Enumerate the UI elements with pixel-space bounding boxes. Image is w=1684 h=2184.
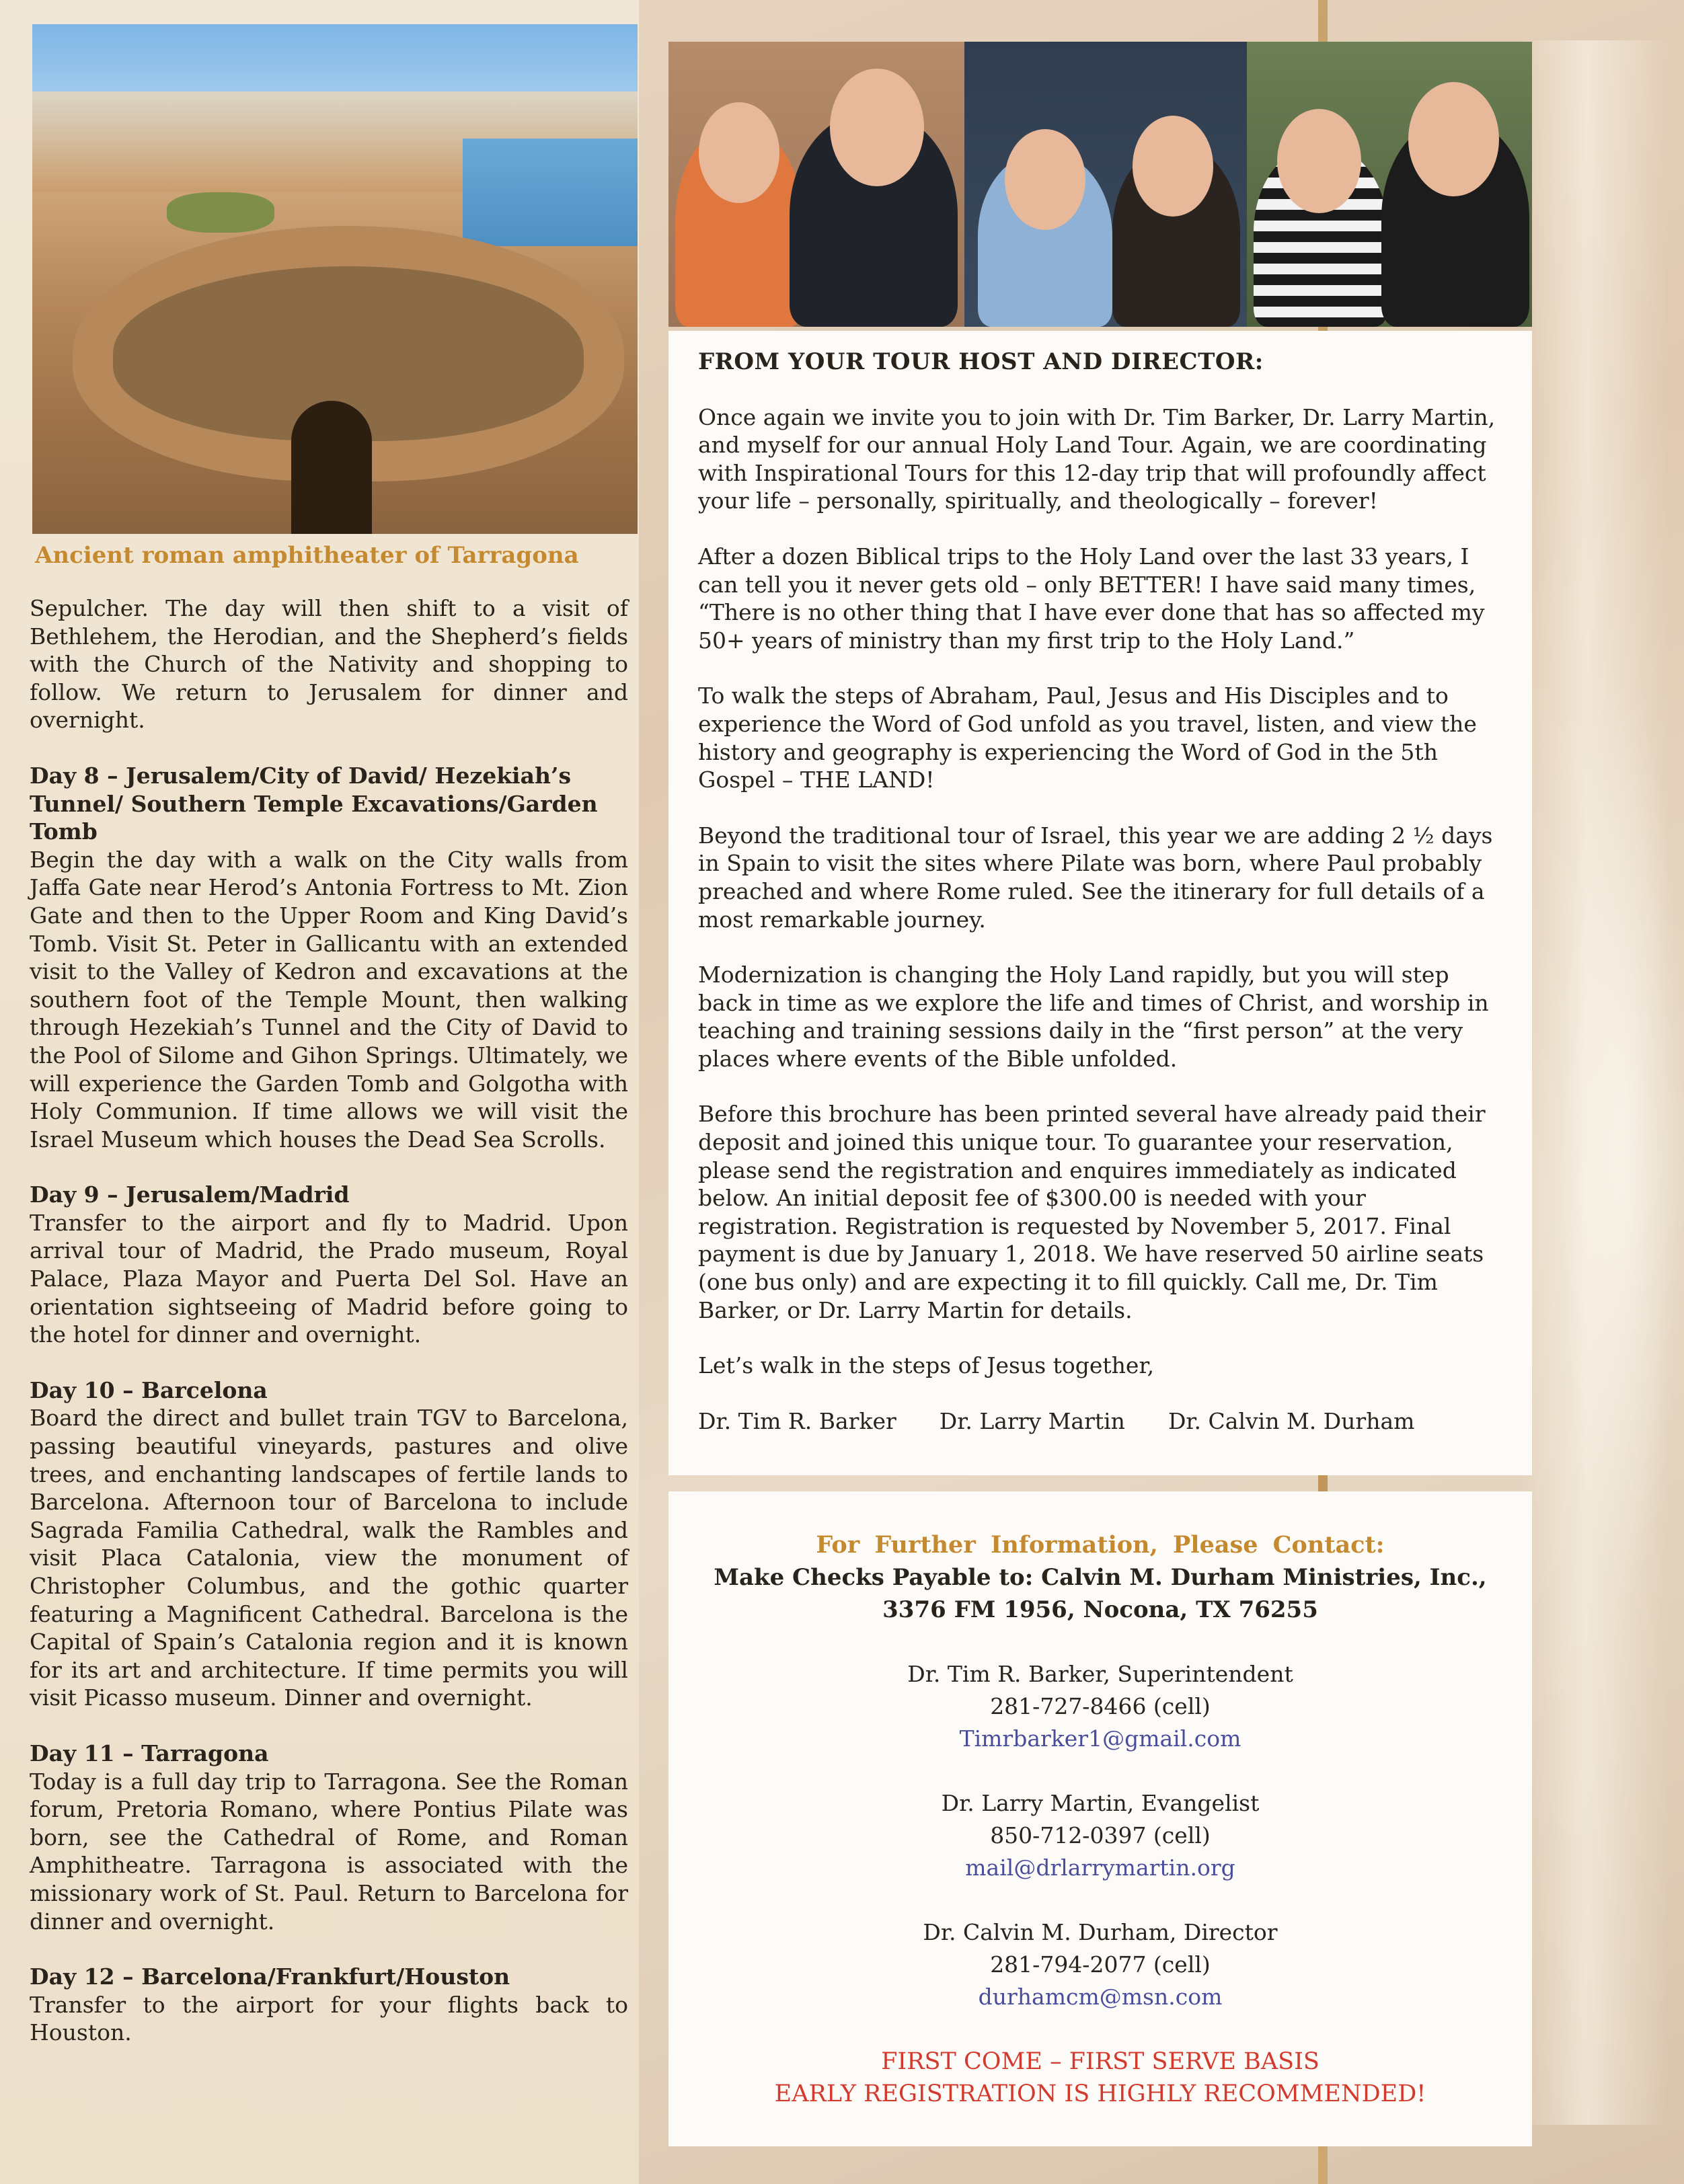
signature-durham: Dr. Calvin M. Durham (1168, 1407, 1415, 1434)
amphitheater-photo (32, 24, 638, 534)
letter-paragraph: After a dozen Biblical trips to the Holy Land over the last 33 years, I can tell you it never gets old – only BETTER! I have said many times, “There is no other thing that I have ever done that has so affected my 50+ years of ministry than my first trip to the Holy Land.” (698, 543, 1485, 654)
contact-phone: 281-794-2077 (cell) (990, 1951, 1211, 1978)
person-face (1277, 109, 1361, 213)
contact-phone: 850-712-0397 (cell) (990, 1822, 1211, 1848)
person-face (1133, 116, 1213, 217)
notice-early-registration: EARLY REGISTRATION IS HIGHLY RECOMMENDED! (774, 2080, 1426, 2107)
host-letter-title: FROM YOUR TOUR HOST AND DIRECTOR: (698, 348, 1264, 375)
day-body: Today is a full day trip to Tarragona. See the Roman forum, Pretoria Romano, where Pontius Pilate was born, see the Cathedral of Rome, and Roman Amphitheatre. Tarragona is associated with the missionary work of St. Paul. Return to Barcelona for dinner and overnight. (30, 1768, 628, 1935)
contact-phone: 281-727-8466 (cell) (990, 1693, 1211, 1719)
day-heading: Day 12 – Barcelona/Frankfurt/Houston (30, 1963, 510, 1990)
day-body: Transfer to the airport and fly to Madrid. Upon arrival tour of Madrid, the Prado museum, Royal Palace, Plaza Mayor and Puerta Del Sol. Have an orientation sightseeing of Madrid before going to the hotel for dinner and overnight. (30, 1209, 628, 1348)
day-body: Transfer to the airport for your flights back to Houston. (30, 1991, 628, 2046)
letter-closing: Let’s walk in the steps of Jesus together, (698, 1352, 1155, 1379)
letter-paragraph: Beyond the traditional tour of Israel, this year we are adding 2 ½ days in Spain to visit the sites where Pilate was born, where Paul probably preached and where Rome ruled. See the itinerary for full details of a most remarkable journey. (698, 822, 1493, 933)
hosts-photo-3 (1247, 42, 1532, 327)
tour-hosts-photos (668, 42, 1532, 327)
person-face (699, 102, 779, 203)
itinerary-day (30, 762, 628, 1153)
hosts-photo-1 (668, 42, 964, 327)
itinerary-column (30, 594, 628, 2074)
person-face (1005, 129, 1085, 230)
day-heading: Day 10 – Barcelona (30, 1376, 268, 1403)
day-heading: Day 11 – Tarragona (30, 1740, 269, 1766)
checks-payable: Make Checks Payable to: Calvin M. Durham Ministries, Inc., (714, 1564, 1487, 1591)
itinerary-intro: Sepulcher. The day will then shift to a visit of Bethlehem, the Herodian, and the Shepherd’s fields with the Church of the Nativity and shopping to follow. We return to Jerusalem for dinner and overnight. (30, 595, 628, 734)
day-heading: Day 9 – Jerusalem/Madrid (30, 1181, 350, 1208)
mailing-address: 3376 FM 1956, Nocona, TX 76255 (882, 1596, 1318, 1623)
contact-email-link[interactable]: mail@drlarrymartin.org (965, 1855, 1235, 1881)
contact-email-link[interactable]: Timrbarker1@gmail.com (959, 1725, 1241, 1752)
contact-info (668, 1491, 1532, 2146)
contact-heading: For Further Information, Please Contact: (816, 1531, 1385, 1559)
letter-paragraph: Before this brochure has been printed several have already paid their deposit and joined this unique tour. To guarantee your reservation, please send the registration and enquires immediately as indicated below. An initial deposit fee of $300.00 is needed with your registration. Registration is requested by November 5, 2017. Final payment is due by January 1, 2018. We have reserved 50 airline seats (one bus only) and are expecting it to fill quickly. Call me, Dr. Tim Barker, or Dr. Larry Martin for details. (698, 1101, 1486, 1323)
itinerary-day (30, 1963, 628, 2047)
letter-paragraph: Once again we invite you to join with Dr. Tim Barker, Dr. Larry Martin, and myself for our annual Holy Land Tour. Again, we are coordinating with Inspirational Tours for this 12-day trip that will profoundly affect your life – personally, spiritually, and theologically – forever! (698, 403, 1496, 514)
notice-first-come: FIRST COME – FIRST SERVE BASIS (881, 2048, 1319, 2075)
person-face (1408, 82, 1499, 196)
itinerary-day (30, 1181, 628, 1349)
cathedral-detail-image (1560, 672, 1684, 1614)
contact-name: Dr. Calvin M. Durham, Director (923, 1919, 1278, 1945)
host-letter (668, 331, 1532, 1475)
signature-martin: Dr. Larry Martin (939, 1407, 1125, 1434)
contact-email-link[interactable]: durhamcm@msn.com (978, 1984, 1223, 2010)
itinerary-day (30, 1376, 628, 1712)
contact-name: Dr. Tim R. Barker, Superintendent (907, 1661, 1293, 1687)
photo-arch (291, 401, 372, 534)
letter-paragraph: To walk the steps of Abraham, Paul, Jesus and His Disciples and to experience the Word of God unfold as you travel, listen, and view the history and geography is experiencing the Word of God in the 5th Gospel – THE LAND! (698, 682, 1477, 793)
hosts-photo-2 (964, 42, 1247, 327)
letter-paragraph: Modernization is changing the Holy Land rapidly, but you will step back in time as we explore the life and times of Christ, and worship in teaching and training sessions daily in the “first person” at the very places where events of the Bible unfolded. (698, 962, 1489, 1072)
contact-name: Dr. Larry Martin, Evangelist (941, 1790, 1260, 1816)
day-body: Begin the day with a walk on the City walls from Jaffa Gate near Herod’s Antonia Fortress to Mt. Zion Gate and then to the Upper Room and King David’s Tomb. Visit St. Peter in Gallicantu with an extended visit to the Valley of Kedron and excavations at the southern foot of the Temple Mount, then walking through Hezekiah’s Tunnel and the City of David to the Pool of Silome and Gihon Springs. Ultimately, we will experience the Garden Tomb and Golgotha with Holy Communion. If time allows we will visit the Israel Museum which houses the Dead Sea Scrolls. (30, 846, 628, 1153)
photo-trees (167, 192, 274, 233)
itinerary-day (30, 1740, 628, 1935)
photo-sea (463, 139, 638, 246)
person-face (830, 69, 924, 186)
signature-barker: Dr. Tim R. Barker (698, 1407, 896, 1434)
day-heading: Day 8 – Jerusalem/City of David/ Hezekiah’s Tunnel/ Southern Temple Excavations/Garden Tomb (30, 762, 598, 845)
signatures (698, 1407, 1506, 1436)
day-body: Board the direct and bullet train TGV to Barcelona, passing beautiful vineyards, pastures and olive trees, and enchanting landscapes of fertile lands to Barcelona. Afternoon tour of Barcelona to include Sagrada Familia Cathedral, walk the Rambles and visit Placa Catalonia, view the monument of Christopher Columbus, and the gothic quarter featuring a Magnificent Cathedral. Barcelona is the Capital of Spain’s Catalonia region and it is known for its art and architecture. If time permits you will visit Picasso museum. Dinner and overnight. (30, 1405, 628, 1711)
photo-caption: Ancient roman amphitheater of Tarragona (35, 542, 579, 569)
